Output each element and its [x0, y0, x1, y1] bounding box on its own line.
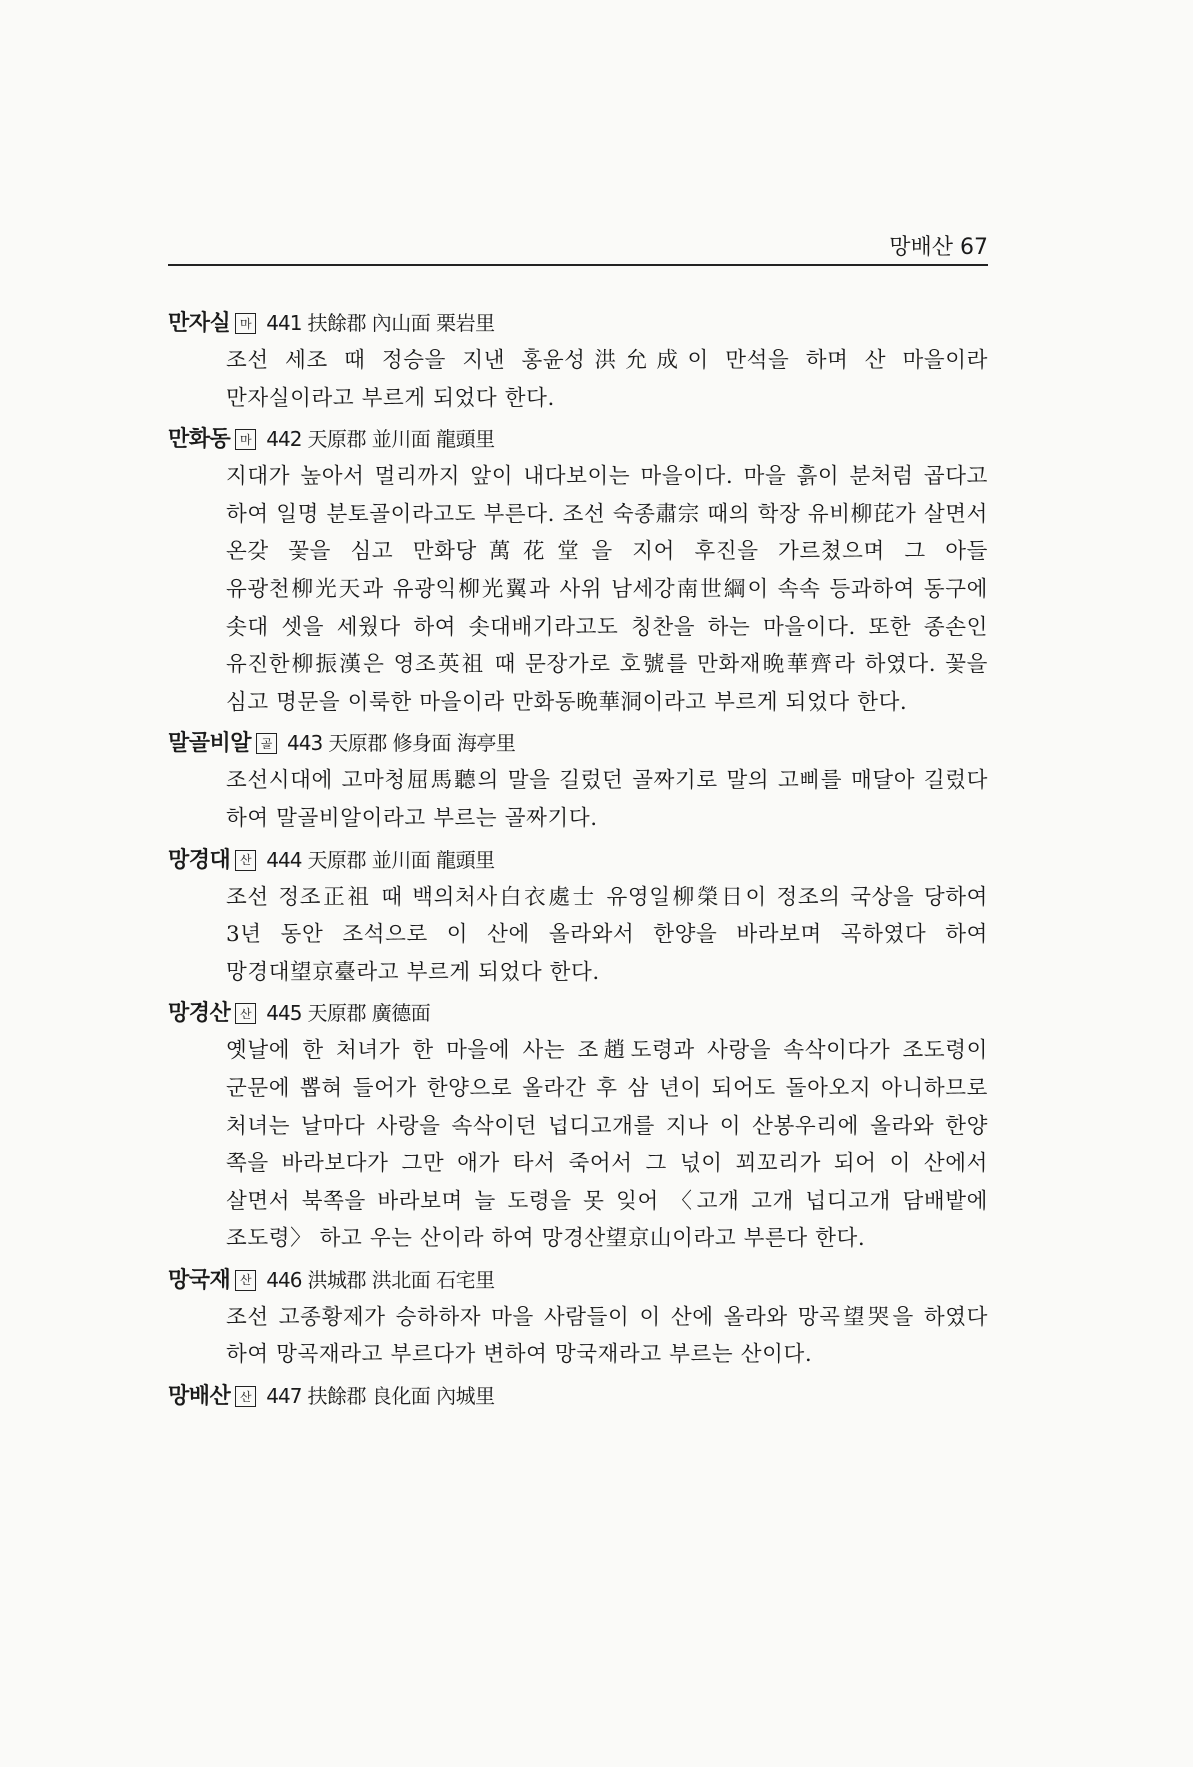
header-rule [168, 264, 988, 266]
entry [168, 842, 988, 992]
entry [168, 305, 988, 417]
entry-term: 망배산 [168, 1384, 231, 1410]
entry [168, 995, 988, 1258]
entry-location: 扶餘郡 良化面 內城里 [307, 1384, 495, 1409]
entry-term: 망경산 [168, 1001, 231, 1027]
entry-heading [168, 1262, 988, 1299]
entry-term: 망국재 [168, 1267, 231, 1293]
entry-heading [168, 305, 988, 342]
entry-heading [168, 842, 988, 879]
entry-description: 지대가 높아서 멀리까지 앞이 내다보이는 마을이다. 마을 흙이 분처럼 곱다고 하여 일명 분토골이라고도 부른다. 조선 숙종肅宗 때의 학장 유비柳芘가 살면서 온갖 꽃을 심고 만화당萬花堂을 지어 후진을 가르쳤으며 그 아들 유광천柳光天과 유광익柳光翼과 사위 남세강南世綱이 속속 등과하여 동구에 솟대 셋을 세웠다 하여 솟대배기라고도 칭찬을 하는 마을이다. 또한 종손인 유진한柳振漢은 영조英祖 때 문장가로 호號를 만화재晩華齊라 하였다. 꽃을 심고 명문을 이룩한 마을이라 만화동晩華洞이라고 부르게 되었다 한다. [226, 464, 988, 715]
entry-heading [168, 995, 988, 1032]
entry-number: 444 [266, 847, 302, 872]
entry-number: 447 [266, 1384, 302, 1409]
type-badge: 산 [235, 1270, 256, 1291]
entry-description: 조선 고종황제가 승하하자 마을 사람들이 이 산에 올라와 망곡望哭을 하였다 하여 망곡재라고 부르다가 변하여 망국재라고 부르는 산이다. [226, 1304, 988, 1368]
entry-location: 天原郡 並川面 龍頭里 [307, 847, 495, 872]
type-badge: 골 [256, 733, 277, 754]
running-title: 망배산 67 [889, 235, 988, 260]
entry-description: 조선시대에 고마청屈馬聽의 말을 길렀던 골짜기로 말의 고삐를 매달아 길렀다 하여 말골비알이라고 부르는 골짜기다. [226, 768, 988, 831]
type-badge: 산 [235, 850, 256, 871]
entry [168, 421, 988, 721]
entry-location: 天原郡 廣德面 [307, 1001, 431, 1026]
entry-location: 天原郡 並川面 龍頭里 [307, 427, 495, 452]
entry-number: 446 [266, 1267, 302, 1292]
entry-description: 조선 정조正祖 때 백의처사白衣處士 유영일柳榮日이 정조의 국상을 당하여 3년 동안 조석으로 이 산에 올라와서 한양을 바라보며 곡하였다 하여 망경대望京臺라고 부르게 되었다 한다. [226, 884, 988, 985]
entry-description: 조선 세조 때 정승을 지낸 홍윤성洪允成이 만석을 하며 산 마을이라 만자실이라고 부르게 되었다 한다. [226, 348, 988, 411]
entry-heading [168, 725, 988, 762]
entry-number: 443 [287, 731, 323, 756]
entry-description: 옛날에 한 처녀가 한 마을에 사는 조趙도령과 사랑을 속삭이다가 조도령이 군문에 뽑혀 들어가 한양으로 올라간 후 삼 년이 되어도 돌아오지 아니하므로 처녀는 날마다 사랑을 속삭이던 넙디고개를 지나 이 산봉우리에 올라와 한양 쪽을 바라보다가 그만 애가 타서 죽어서 그 넋이 꾀꼬리가 되어 이 산에서 살면서 북쪽을 바라보며 늘 도령을 못 잊어 〈고개 고개 넙디고개 담배밭에 조도령〉 하고 우는 산이라 하여 망경산望京山이라고 부른다 한다. [226, 1038, 988, 1252]
entry-number: 441 [266, 311, 302, 335]
type-badge: 산 [235, 1003, 256, 1024]
entry-term: 말골비알 [168, 731, 252, 757]
entry-heading [168, 421, 988, 458]
entry-location: 洪城郡 洪北面 石宅里 [307, 1267, 495, 1292]
entry-number: 442 [266, 427, 302, 452]
entry-heading [168, 1378, 988, 1415]
entry [168, 1378, 988, 1415]
entry-number: 445 [266, 1001, 302, 1026]
entry-term: 망경대 [168, 847, 231, 873]
type-badge: 마 [235, 313, 256, 334]
type-badge: 마 [235, 429, 256, 450]
type-badge: 산 [235, 1386, 256, 1407]
entry [168, 1262, 988, 1374]
entry-term: 만자실 [168, 311, 231, 336]
entry-location: 扶餘郡 內山面 栗岩里 [307, 311, 495, 335]
entry-location: 天原郡 修身面 海亭里 [328, 731, 516, 756]
entry-term: 만화동 [168, 427, 231, 453]
entry [168, 725, 988, 837]
entry-list [168, 305, 988, 1419]
